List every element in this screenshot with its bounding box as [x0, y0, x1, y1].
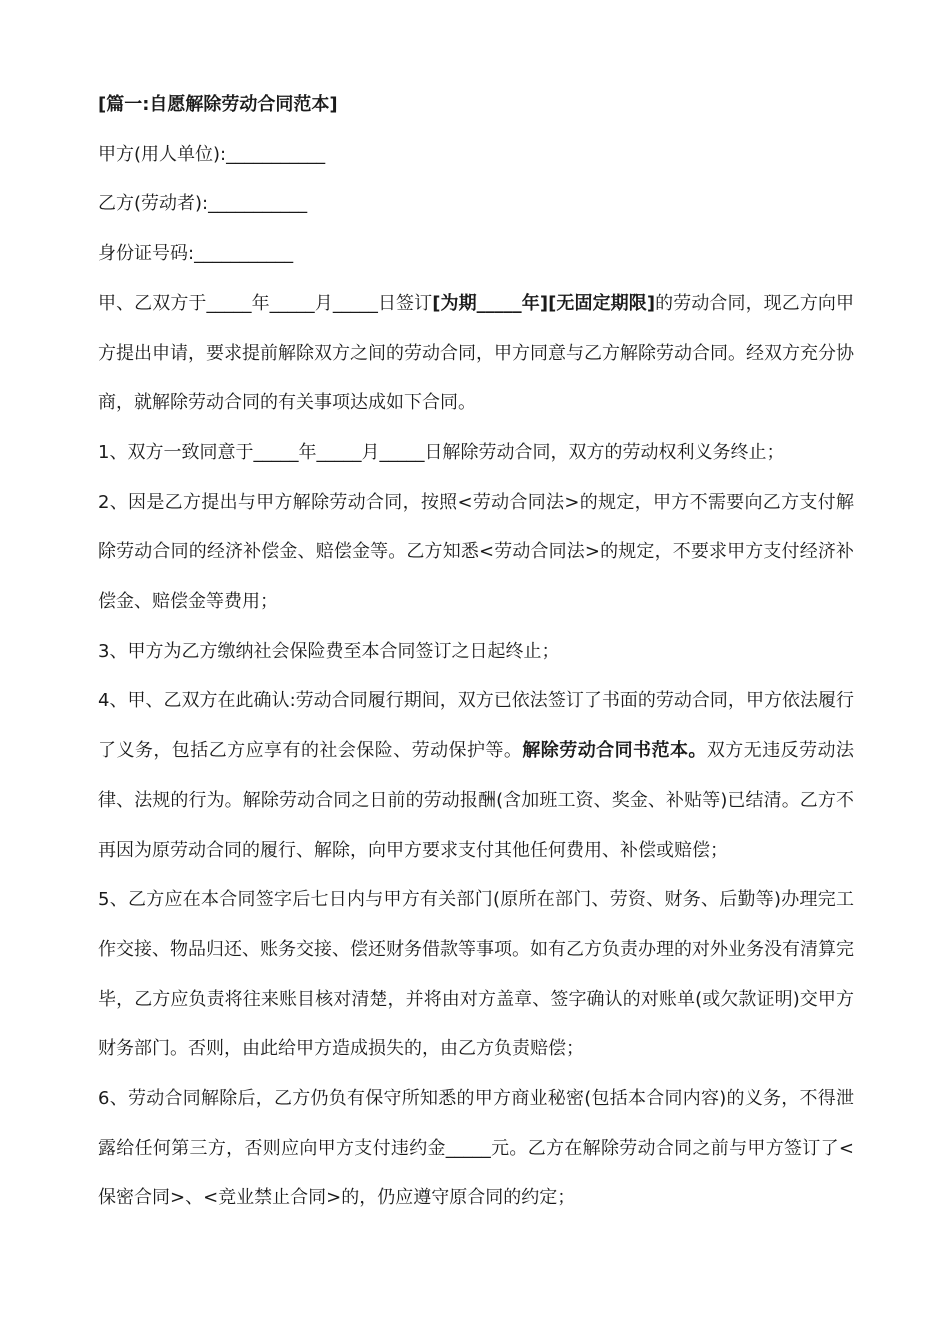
- id-number-line: 身份证号码:___________: [98, 243, 294, 265]
- clause-4: [98, 676, 854, 875]
- intro-text-2: 的劳动合同，现乙方向甲方提出申请，要求提前解除双方之间的劳动合同，甲方同意与乙方解除劳动合同。经双方充分协商，就解除劳动合同的有关事项达成如下合同。: [98, 292, 855, 414]
- clause-4-bold-note: 解除劳动合同书范本。: [522, 740, 707, 762]
- clause-5: 5、乙方应在本合同签字后七日内与甲方有关部门(原所在部门、劳资、财务、后勤等)办理完工作交接、物品归还、账务交接、偿还财务借款等事项。如有乙方负责办理的对外业务没有清算完毕，乙方应负责将往来账目核对清楚，并将由对方盖章、签字确认的对账单(或欠款证明)交甲方财务部门。否则，由此给甲方造成损失的，由乙方负责赔偿；: [98, 889, 854, 1060]
- clause-6: 6、劳动合同解除后，乙方仍负有保守所知悉的甲方商业秘密(包括本合同内容)的义务，不得泄露给任何第三方，否则应向甲方支付违约金_____元。乙方在解除劳动合同之前与甲方签订了<保密合同>、<竞业禁止合同>的，仍应遵守原合同的约定；: [98, 1088, 854, 1209]
- document-title: [篇一:自愿解除劳动合同范本]: [98, 94, 338, 115]
- clause-1: 1、双方一致同意于_____年_____月_____日解除劳动合同，双方的劳动权利义务终止；: [98, 441, 785, 463]
- employer-line: 甲方(用人单位):___________: [98, 143, 326, 165]
- intro-term-options: [为期_____年][无固定期限]: [432, 292, 656, 314]
- intro-text-1: 甲、乙双方于_____年_____月_____日签订: [98, 292, 433, 314]
- document-page: [98, 80, 854, 1223]
- clause-3: 3、甲方为乙方缴纳社会保险费至本合同签订之日起终止；: [98, 640, 560, 662]
- employee-line: 乙方(劳动者):___________: [98, 193, 308, 215]
- clause-4-text-1: 4、甲、乙双方在此确认:劳动合同履行期间，双方已依法签订了书面的劳动合同，甲方依法履行了义务，包括乙方应享有的社会保险、劳动保护等。: [98, 690, 854, 762]
- intro-paragraph: [98, 279, 854, 428]
- clause-2: 2、因是乙方提出与甲方解除劳动合同，按照<劳动合同法>的规定，甲方不需要向乙方支付解除劳动合同的经济补偿金、赔偿金等。乙方知悉<劳动合同法>的规定，不要求甲方支付经济补偿金、赔偿金等费用；: [98, 491, 854, 613]
- clause-4-text-2: 双方无违反劳动法律、法规的行为。解除劳动合同之日前的劳动报酬(含加班工资、奖金、补贴等)已结清。乙方不再因为原劳动合同的履行、解除，向甲方要求支付其他任何费用、补偿或赔偿；: [98, 740, 855, 861]
